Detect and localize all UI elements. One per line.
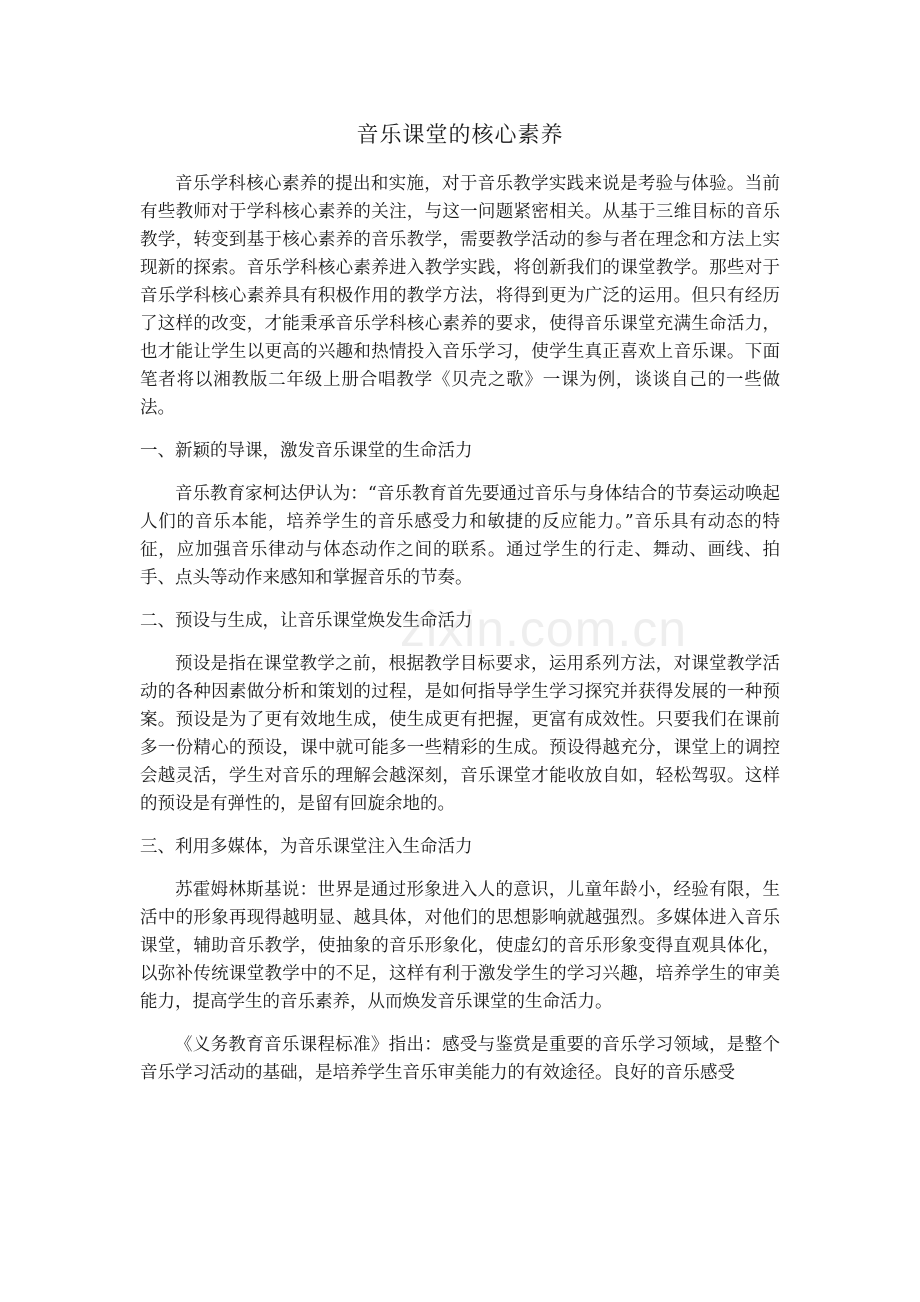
section-1-paragraph: 音乐教育家柯达伊认为：“音乐教育首先要通过音乐与身体结合的节奏运动唤起人们的音乐本能，培养学生的音乐感受力和敏捷的反应能力。”音乐具有动态的特征，应加强音乐律动与体态动作之间的联系。通过学生的行走、舞动、画线、拍手、点头等动作来感知和掌握音乐的节奏。	[140, 484, 780, 588]
section-3-paragraph-2: 《义务教育音乐课程标准》指出：感受与鉴赏是重要的音乐学习领域，是整个音乐学习活动的基础，是培养学生音乐审美能力的有效途径。良好的音乐感受	[140, 1035, 780, 1083]
section-3-heading: 三、利用多媒体，为音乐课堂注入生命活力	[140, 837, 473, 857]
intro-paragraph: 音乐学科核心素养的提出和实施，对于音乐教学实践来说是考验与体验。当前有些教师对于学科核心素养的关注，与这一问题紧密相关。从基于三维目标的音乐教学，转变到基于核心素养的音乐教学，需要教学活动的参与者在理念和方法上实现新的探索。音乐学科核心素养进入教学实践，将创新我们的课堂教学。那些对于音乐学科核心素养具有积极作用的教学方法，将得到更为广泛的运用。但只有经历了这样的改变，才能秉承音乐学科核心素养的要求，使得音乐课堂充满生命活力，也才能让学生以更高的兴趣和热情投入音乐学习，使学生真正喜欢上音乐课。下面笔者将以湘教版二年级上册合唱教学《贝壳之歌》一课为例，谈谈自己的一些做法。	[140, 174, 780, 418]
section-3-paragraph-1: 苏霍姆林斯基说：世界是通过形象进入人的意识，儿童年龄小，经验有限，生活中的形象再现得越明显、越具体，对他们的思想影响就越强烈。多媒体进入音乐课堂，辅助音乐教学，使抽象的音乐形象化，使虚幻的音乐形象变得直观具体化，以弥补传统课堂教学中的不足，这样有利于激发学生的学习兴趣，培养学生的审美能力，提高学生的音乐素养，从而焕发音乐课堂的生命活力。	[140, 880, 780, 1012]
section-2-paragraph: 预设是指在课堂教学之前，根据教学目标要求，运用系列方法，对课堂教学活动的各种因素做分析和策划的过程，是如何指导学生学习探究并获得发展的一种预案。预设是为了更有效地生成，使生成更有把握，更富有成效性。只要我们在课前多一份精心的预设，课中就可能多一些精彩的生成。预设得越充分，课堂上的调控会越灵活，学生对音乐的理解会越深刻，音乐课堂才能收放自如，轻松驾驭。这样的预设是有弹性的，是留有回旋余地的。	[140, 654, 780, 814]
document-page	[140, 118, 780, 1102]
watermark: zixin.com.cn	[400, 601, 688, 657]
section-1-heading: 一、新颖的导课，激发音乐课堂的生命活力	[140, 441, 473, 461]
section-2-heading: 二、预设与生成，让音乐课堂焕发生命活力	[140, 611, 473, 631]
document-title: 音乐课堂的核心素养	[356, 123, 564, 148]
